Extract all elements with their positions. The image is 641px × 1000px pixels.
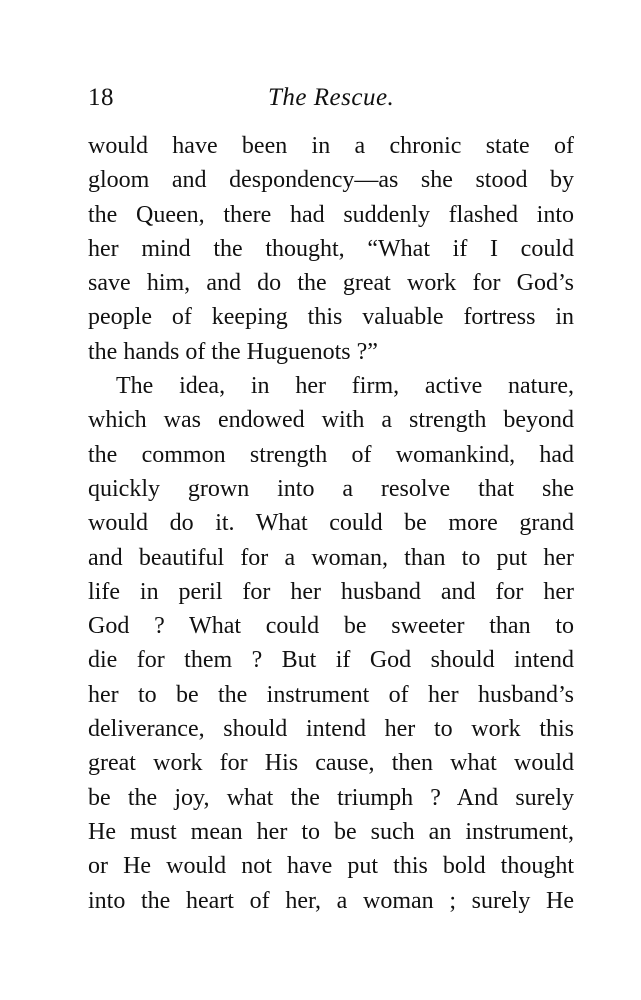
text-line: God ? What could be sweeter than to [88,613,574,640]
text-line: her mind the thought, “What if I could [88,235,574,262]
paragraph-end-line: the hands of the Huguenots ?” [88,338,378,365]
text-line: quickly grown into a resolve that she [88,475,574,502]
text-line: the common strength of womankind, had [88,441,574,468]
text-line: into the heart of her, a woman ; surely He [88,887,574,914]
text-line: save him, and do the great work for God’s [88,270,574,297]
paragraph-start-line: The idea, in her firm, active nature, [116,373,574,400]
text-line: the Queen, there had suddenly flashed into [88,201,574,228]
page-header [88,84,574,120]
text-line: gloom and despondency—as she stood by [88,167,574,194]
text-line: or He would not have put this bold thought [88,853,574,880]
text-line: and beautiful for a woman, than to put her [88,544,574,571]
text-line: would have been in a chronic state of [88,133,574,159]
text-line: deliverance, should intend her to work this [88,716,574,743]
text-line: be the joy, what the triumph ? And surely [88,784,574,811]
text-line: life in peril for her husband and for her [88,578,574,605]
text-line: people of keeping this valuable fortress in [88,304,574,331]
page-number: 18 [88,84,114,111]
text-line: her to be the instrument of her husband’s [88,681,574,708]
body-text [88,129,574,918]
text-line: great work for His cause, then what would [88,750,574,777]
text-line: He must mean her to be such an instrument, [88,818,574,845]
text-line: would do it. What could be more grand [88,510,574,537]
text-line: die for them ? But if God should intend [88,647,574,674]
running-title: The Rescue. [268,84,395,111]
text-line: which was endowed with a strength beyond [88,407,574,434]
